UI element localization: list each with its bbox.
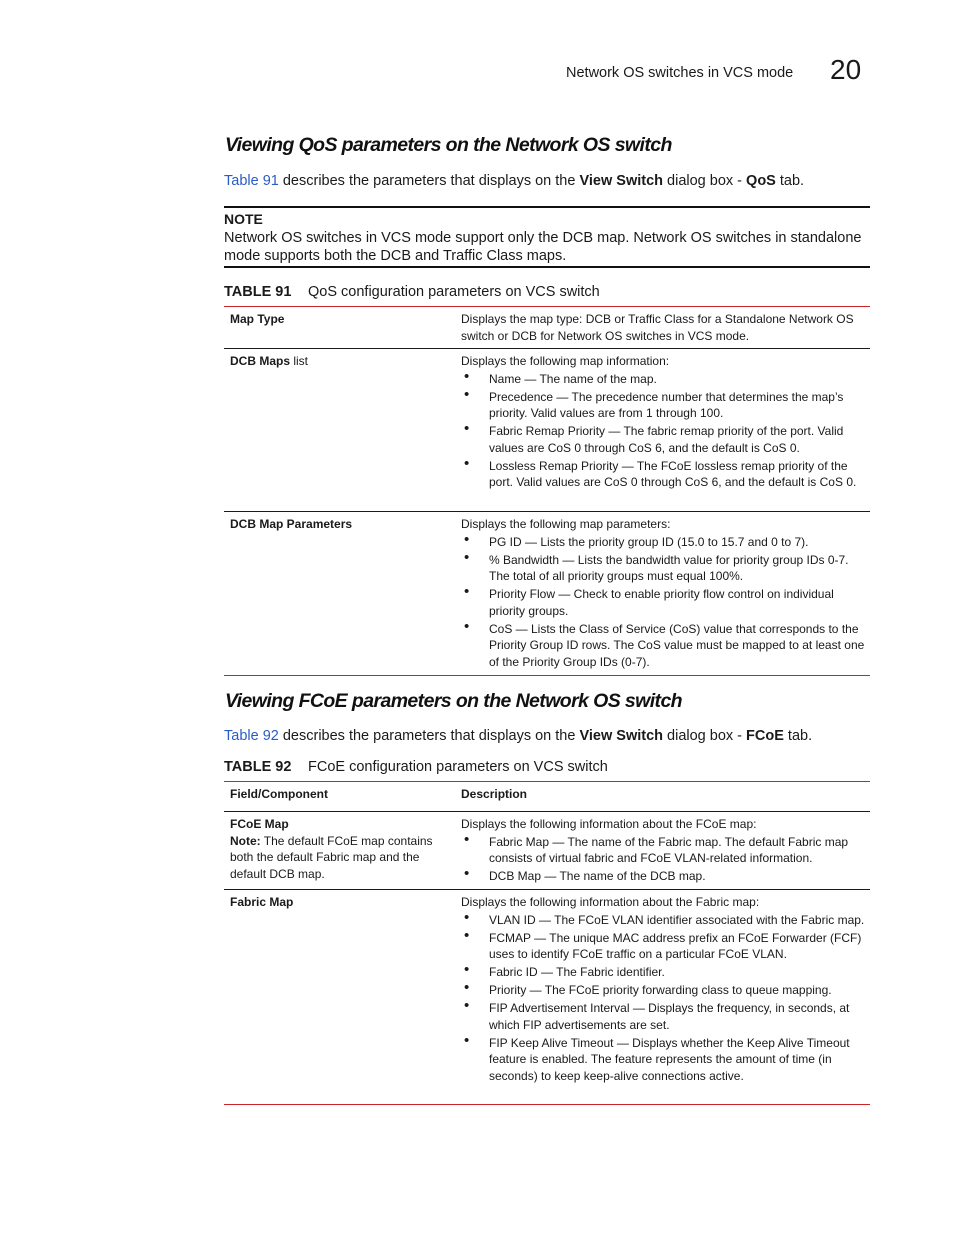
description-cell: Displays the following map parameters: • PG ID — Lists the priority group ID (15.0 to 15.7 and 0 to 7). • % Bandwidth — Lists the bandwidth value for priority group IDs 0-7. The total of all priority groups must equal 100%. • Priority Flow — Check to enable priority flow control on individual priority groups. • CoS — Lists the Class of Service (CoS) value that corresponds to the Priority Group ID rows. The CoS value must be mapped to at least one of the Priority Group IDs (0-7). bbox=[461, 512, 866, 678]
table-header-row bbox=[224, 782, 870, 812]
table-row bbox=[224, 307, 870, 349]
table-92-link[interactable]: Table 92 bbox=[224, 728, 279, 744]
note-box bbox=[224, 206, 870, 268]
description-cell: Displays the following information about the FCoE map: • Fabric Map — The name of the Fabric map. The default Fabric map consists of virtual fabric and FCoE VLAN-related information. • DCB Map — The name of the DCB map. bbox=[461, 812, 866, 892]
field-cell: Map Type bbox=[230, 312, 285, 326]
table-caption-text: QoS configuration parameters on VCS switch bbox=[308, 284, 600, 300]
bullet-list bbox=[461, 912, 866, 1085]
list-item: • Lossless Remap Priority — The FCoE lossless remap priority of the port. Valid values are CoS 0 through CoS 6, and the default is CoS 0. bbox=[461, 458, 866, 491]
table-label: TABLE 91 bbox=[224, 284, 292, 300]
list-item: • DCB Map — The name of the DCB map. bbox=[461, 868, 866, 885]
table-91-caption bbox=[224, 284, 600, 300]
table-row bbox=[224, 890, 870, 1104]
description-cell: Displays the following information about the Fabric map: • VLAN ID — The FCoE VLAN identifier associated with the Fabric map. • FCMAP — The unique MAC address prefix an FCoE Forwarder (FCF) uses to identify FCoE traffic on a particular FCoE VLAN. • Fabric ID — The Fabric identifier. • Priority — The FCoE priority forwarding class to queue mapping. • FIP Advertisement Interval — Displays the frequency, in seconds, at which FIP advertisements are set. • FIP Keep Alive Timeout — Displays whether the Keep Alive Timeout feature is enabled. The feature represents the amount of time (in seconds) to keep keep-alive connections active. bbox=[461, 890, 866, 1092]
table-label: TABLE 92 bbox=[224, 759, 292, 775]
section-heading-fcoe: Viewing FCoE parameters on the Network OS switch bbox=[225, 690, 682, 712]
column-header: Field/Component bbox=[230, 787, 328, 801]
running-header-title: Network OS switches in VCS mode bbox=[566, 65, 794, 81]
list-item: • Fabric Map — The name of the Fabric map. The default Fabric map consists of virtual fabric and FCoE VLAN-related information. bbox=[461, 834, 866, 867]
note-text: Network OS switches in VCS mode support only the DCB map. Network OS switches in standalone mode supports both the DCB and Traffic Class maps. bbox=[224, 230, 862, 264]
description-cell: Displays the following map information: • Name — The name of the map. • Precedence — The precedence number that determines the map’s priority. Valid values are from 1 through 100. • Fabric Remap Priority — The fabric remap priority of the port. Valid values are CoS 0 through CoS 6, and the default is CoS 0. • Lossless Remap Priority — The FCoE lossless remap priority of the port. Valid values are CoS 0 through CoS 6, and the default is CoS 0. bbox=[461, 349, 866, 498]
bullet-list bbox=[461, 371, 866, 491]
list-item: • FCMAP — The unique MAC address prefix an FCoE Forwarder (FCF) uses to identify FCoE traffic on a particular FCoE VLAN. bbox=[461, 930, 866, 963]
column-header: Description bbox=[461, 787, 528, 801]
list-item: • FIP Advertisement Interval — Displays the frequency, in seconds, at which FIP advertisements are set. bbox=[461, 1000, 866, 1033]
field-cell: DCB Maps list bbox=[230, 354, 309, 368]
section-intro-qos: Table 91 describes the parameters that displays on the View Switch dialog box - QoS tab. bbox=[224, 173, 805, 189]
chapter-number: 20 bbox=[830, 54, 862, 85]
list-item: • PG ID — Lists the priority group ID (15.0 to 15.7 and 0 to 7). bbox=[461, 534, 866, 551]
table-91 bbox=[224, 306, 870, 676]
table-92 bbox=[224, 781, 870, 1105]
table-row bbox=[224, 512, 870, 675]
field-cell: Fabric Map bbox=[230, 895, 294, 909]
table-92-caption bbox=[224, 759, 608, 775]
table-row bbox=[224, 812, 870, 890]
list-item: • Priority — The FCoE priority forwarding class to queue mapping. bbox=[461, 982, 866, 999]
list-item: • % Bandwidth — Lists the bandwidth value for priority group IDs 0-7. The total of all priority groups must equal 100%. bbox=[461, 552, 866, 585]
table-caption-text: FCoE configuration parameters on VCS switch bbox=[308, 759, 608, 775]
note-label: NOTE bbox=[224, 211, 263, 227]
list-item: • VLAN ID — The FCoE VLAN identifier associated with the Fabric map. bbox=[461, 912, 866, 929]
field-cell: FCoE Map Note: The default FCoE map contains both the default Fabric map and the default DCB map. bbox=[230, 816, 444, 882]
description-cell: Displays the map type: DCB or Traffic Class for a Standalone Network OS switch or DCB for Network OS switches in VCS mode. bbox=[461, 312, 854, 343]
bullet-list bbox=[461, 534, 866, 671]
section-intro-fcoe: Table 92 describes the parameters that displays on the View Switch dialog box - FCoE tab. bbox=[224, 728, 813, 744]
bullet-list bbox=[461, 834, 866, 885]
list-item: • FIP Keep Alive Timeout — Displays whether the Keep Alive Timeout feature is enabled. The feature represents the amount of time (in seconds) to keep keep-alive connections active. bbox=[461, 1035, 866, 1085]
table-91-link[interactable]: Table 91 bbox=[224, 173, 279, 189]
list-item: • Precedence — The precedence number that determines the map’s priority. Valid values are from 1 through 100. bbox=[461, 389, 866, 422]
section-heading-qos: Viewing QoS parameters on the Network OS switch bbox=[225, 134, 672, 156]
list-item: • Name — The name of the map. bbox=[461, 371, 866, 388]
list-item: • Priority Flow — Check to enable priority flow control on individual priority groups. bbox=[461, 586, 866, 619]
table-row bbox=[224, 349, 870, 512]
list-item: • Fabric ID — The Fabric identifier. bbox=[461, 964, 866, 981]
list-item: • CoS — Lists the Class of Service (CoS) value that corresponds to the Priority Group ID rows. The CoS value must be mapped to at least one of the Priority Group IDs (0-7). bbox=[461, 621, 866, 671]
field-note: Note: The default FCoE map contains both the default Fabric map and the default DCB map. bbox=[230, 833, 433, 881]
field-cell: DCB Map Parameters bbox=[230, 517, 353, 531]
list-item: • Fabric Remap Priority — The fabric remap priority of the port. Valid values are CoS 0 through CoS 6, and the default is CoS 0. bbox=[461, 423, 866, 456]
